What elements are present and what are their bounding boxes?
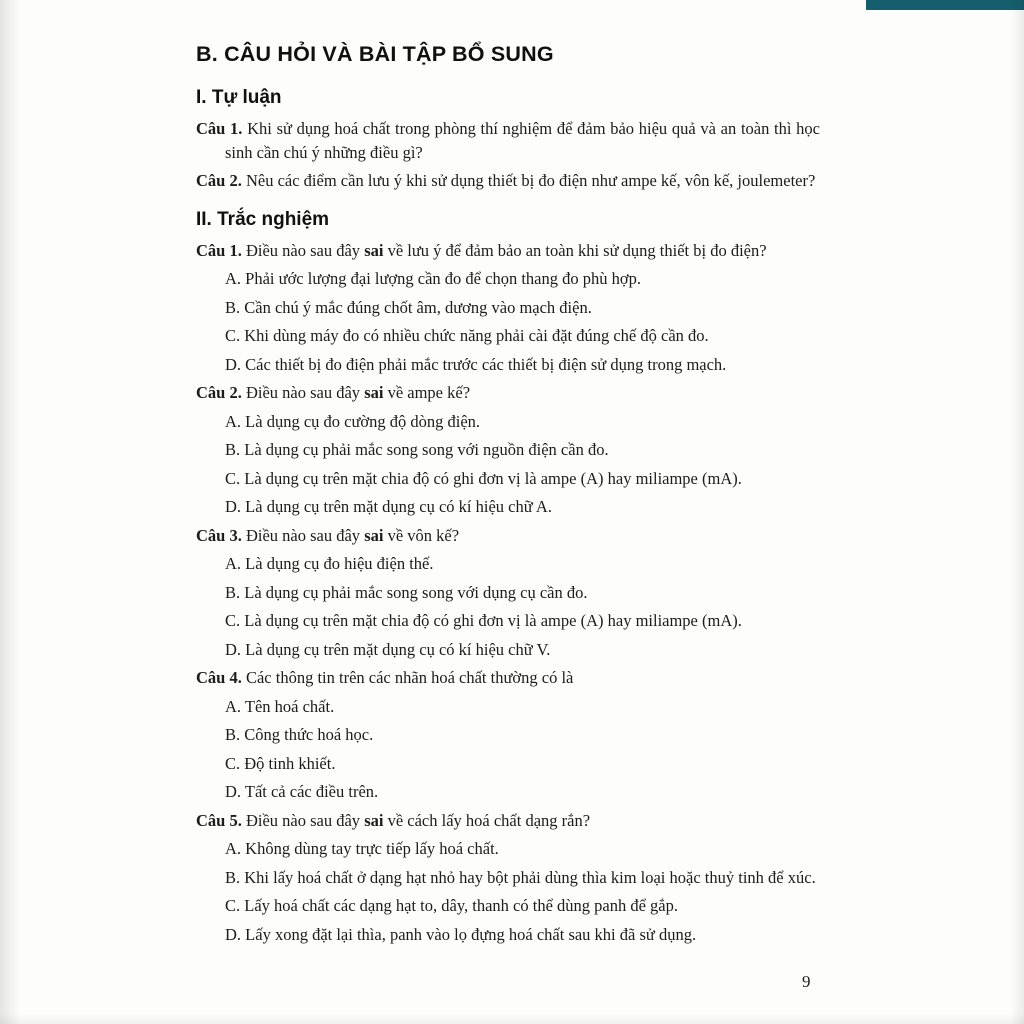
question-label: Câu 5.	[196, 810, 242, 830]
question-label: Câu 3.	[196, 525, 242, 545]
mc-question	[196, 809, 820, 833]
question-emphasis: sai	[364, 383, 384, 402]
question-text: Điều nào sau đây	[245, 383, 365, 402]
section-heading-mc: II. Trắc nghiệm	[196, 208, 330, 230]
mc-option: D. Là dụng cụ trên mặt dụng cụ có kí hiệu chữ A.	[225, 497, 552, 516]
mc-option: A. Là dụng cụ đo hiệu điện thế.	[225, 554, 434, 573]
mc-question	[196, 239, 820, 263]
page-number: 9	[802, 972, 811, 991]
page-right-shadow	[1010, 0, 1024, 1024]
mc-option: B. Cần chú ý mắc đúng chốt âm, dương vào mạch điện.	[225, 297, 592, 317]
question-text: Khi sử dụng hoá chất trong phòng thí nghiệm để đảm bảo hiệu quả và an toàn thì học sinh cần chú ý những điều gì?	[225, 119, 820, 162]
mc-option: B. Khi lấy hoá chất ở dạng hạt nhỏ hay bột phải dùng thìa kim loại hoặc thuỷ tinh để xúc.	[225, 867, 816, 887]
question-label: Câu 2.	[196, 383, 242, 402]
mc-option: C. Là dụng cụ trên mặt chia độ có ghi đơn vị là ampe (A) hay miliampe (mA).	[225, 611, 742, 630]
mc-question	[196, 666, 820, 690]
mc-option: D. Lấy xong đặt lại thìa, panh vào lọ đựng hoá chất sau khi đã sử dụng.	[225, 924, 697, 944]
mc-option: A. Phải ước lượng đại lượng cần đo để chọn thang đo phù hợp.	[225, 269, 641, 288]
page-left-shadow	[0, 0, 20, 1024]
mc-option: C. Độ tinh khiết.	[225, 753, 336, 773]
page-content	[196, 42, 820, 951]
mc-question	[196, 381, 820, 405]
question-text: về vôn kế?	[383, 525, 460, 545]
mc-option: C. Là dụng cụ trên mặt chia độ có ghi đơn vị là ampe (A) hay miliampe (mA).	[225, 468, 742, 488]
question-text: Các thông tin trên các nhãn hoá chất thường có là	[245, 668, 574, 687]
page-bottom-shadow	[0, 1014, 1024, 1024]
page-title: B. CÂU HỎI VÀ BÀI TẬP BỔ SUNG	[196, 42, 554, 66]
question-label: Câu 1.	[196, 119, 243, 138]
mc-option: C. Lấy hoá chất các dạng hạt to, dây, thanh có thể dùng panh để gắp.	[225, 896, 678, 915]
mc-option: C. Khi dùng máy đo có nhiều chức năng phải cài đặt đúng chế độ cần đo.	[225, 326, 709, 345]
question-text: về lưu ý để đảm bảo an toàn khi sử dụng thiết bị đo điện?	[383, 240, 767, 260]
mc-option: D. Là dụng cụ trên mặt dụng cụ có kí hiệu chữ V.	[225, 639, 551, 659]
mc-option: A. Không dùng tay trực tiếp lấy hoá chất.	[225, 839, 499, 858]
question-emphasis: sai	[364, 525, 384, 545]
mc-option: B. Công thức hoá học.	[225, 725, 374, 744]
question-emphasis: sai	[364, 810, 384, 830]
mc-option: D. Tất cả các điều trên.	[225, 782, 379, 801]
section-heading-essay: I. Tự luận	[196, 87, 282, 108]
question-text: Điều nào sau đây	[245, 240, 365, 260]
mc-option: B. Là dụng cụ phải mắc song song với nguồn điện cần đo.	[225, 440, 609, 459]
mc-option: D. Các thiết bị đo điện phải mắc trước các thiết bị điện sử dụng trong mạch.	[225, 354, 727, 374]
mc-option: A. Là dụng cụ đo cường độ dòng điện.	[225, 411, 481, 431]
essay-question	[196, 169, 820, 193]
question-label: Câu 2.	[196, 171, 242, 190]
cover-accent-bar	[866, 0, 1024, 10]
question-text: Điều nào sau đây	[245, 810, 365, 830]
question-label: Câu 1.	[196, 240, 242, 260]
essay-question	[196, 117, 820, 164]
question-text: về cách lấy hoá chất dạng rắn?	[383, 810, 591, 830]
question-text: Điều nào sau đây	[245, 525, 365, 545]
mc-question	[196, 524, 820, 548]
question-label: Câu 4.	[196, 668, 242, 687]
question-text: về ampe kế?	[383, 383, 471, 402]
mc-option: B. Là dụng cụ phải mắc song song với dụng cụ cần đo.	[225, 582, 588, 602]
question-emphasis: sai	[364, 240, 384, 260]
question-text: Nêu các điểm cần lưu ý khi sử dụng thiết bị đo điện như ampe kế, vôn kế, joulemeter?	[245, 171, 816, 190]
mc-option: A. Tên hoá chất.	[225, 696, 335, 716]
